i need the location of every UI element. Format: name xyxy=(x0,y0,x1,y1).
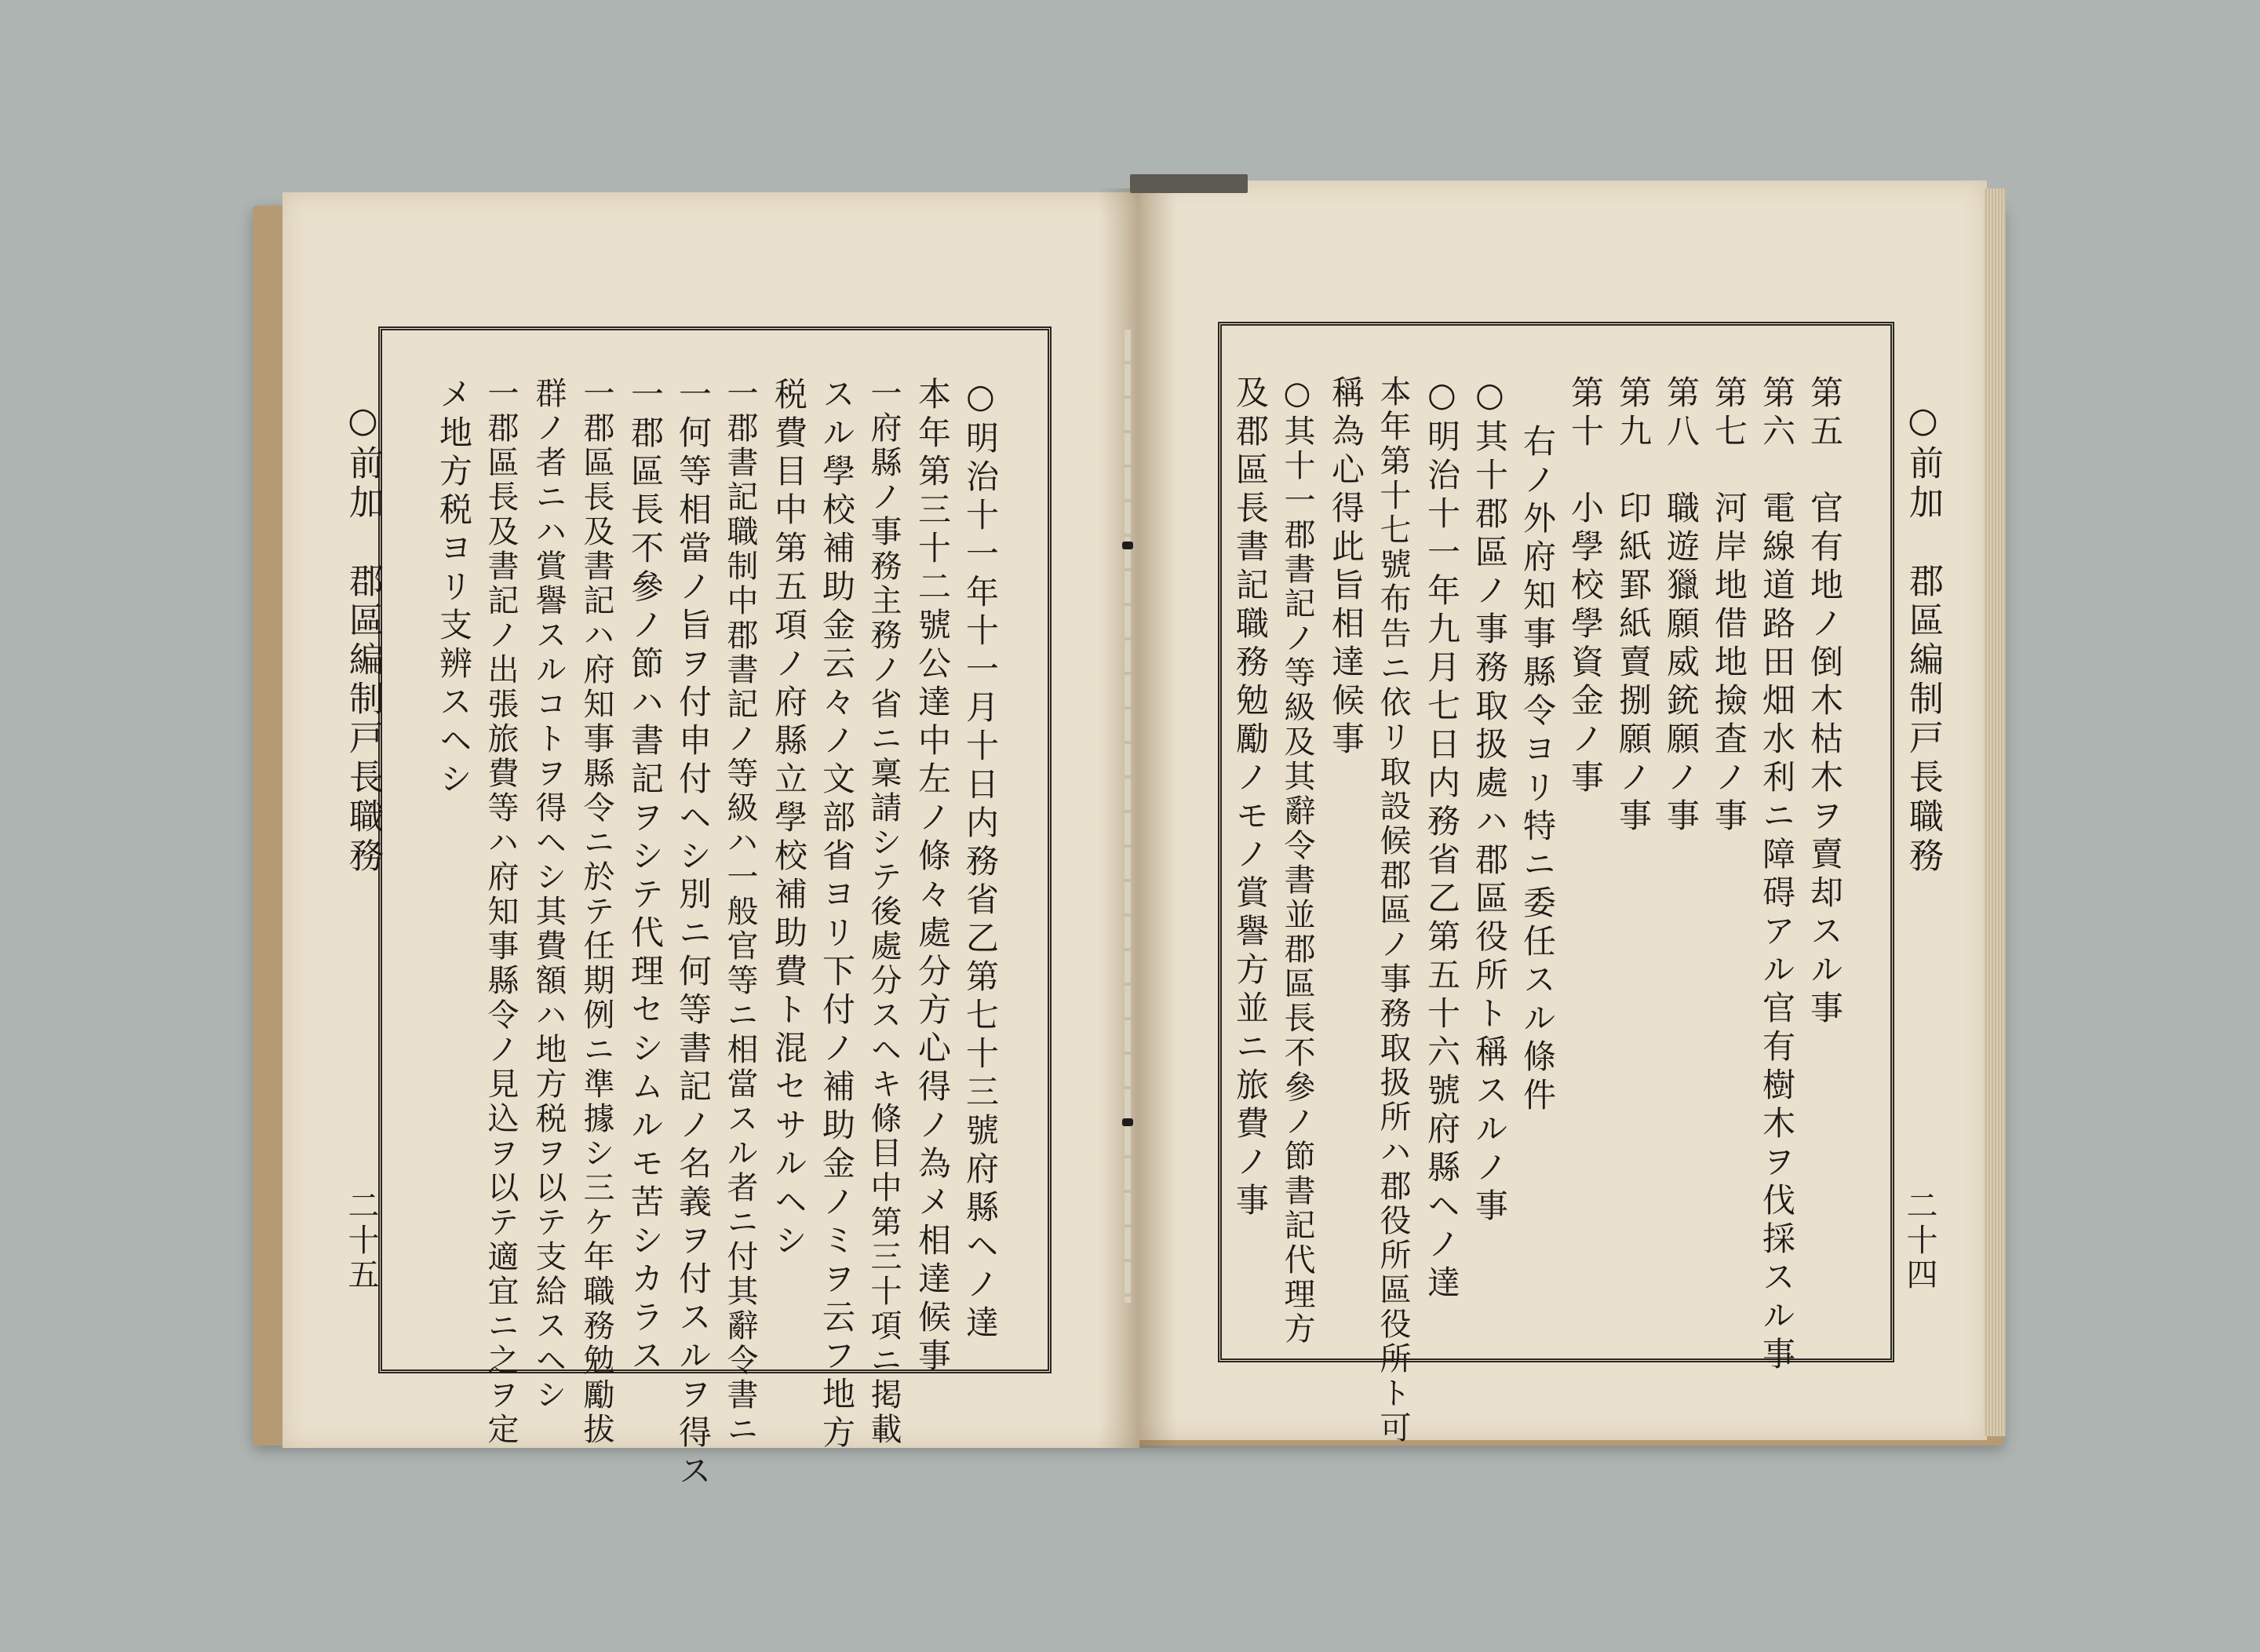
right-col-2: 第六 電線道路田畑水利ニ障碍アル官有樹木ヲ伐採スル事 xyxy=(1758,375,1796,1375)
left-col-3: 一府縣ノ事務主務ノ省ニ稟請シテ後處分スヘキ條目中第三十項ニ掲載 xyxy=(866,377,902,1447)
left-running-head: ○前加 郡區編制戸長職務 xyxy=(343,400,383,877)
left-col-8: 一郡區長不參ノ節ハ書記ヲシテ代理セシムルモ苦シカラス xyxy=(626,377,665,1377)
page-edges xyxy=(1984,188,2006,1436)
right-page-number: 二十四 xyxy=(1901,1189,1937,1293)
right-col-5: 第九 印紙罫紙賣捌願ノ事 xyxy=(1614,375,1653,837)
right-col-6: 第十 小學校學資金ノ事 xyxy=(1566,375,1605,798)
book-gutter xyxy=(1099,188,1177,1448)
right-col-11: 稱為心得此旨相達候事 xyxy=(1327,375,1365,760)
right-col-7: 右ノ外府知事縣令ヨリ特ニ委任スル條件 xyxy=(1518,424,1557,1116)
left-col-9: 一郡區長及書記ハ府知事縣令ニ於テ任期例ニ準據シ三ケ年職務勉勵拔 xyxy=(578,377,614,1447)
binding-thread xyxy=(1125,330,1131,1303)
right-col-10: 本年第十七號布告ニ依リ取設候郡區ノ事務取扱所ハ郡役所區役所ト可 xyxy=(1375,375,1411,1446)
right-col-8: ○其十郡區ノ事務取扱處ハ郡區役所ト稱スルノ事 xyxy=(1471,375,1509,1227)
left-col-12: メ地方税ヨリ支辨スヘシ xyxy=(435,377,473,800)
left-col-4: スル學校補助金云々ノ文部省ヨリ下付ノ補助金ノミヲ云フ地方 xyxy=(818,377,856,1453)
left-col-5: 税費目中第五項ノ府縣立學校補助費ト混セサルヘシ xyxy=(770,377,808,1261)
right-col-4: 第八 職遊獵願威銃願ノ事 xyxy=(1662,375,1700,837)
right-col-13: 及郡區長書記職務勉勵ノモノ賞譽方並ニ旅費ノ事 xyxy=(1231,375,1270,1221)
left-col-2: 本年第三十二號公達中左ノ條々處分方心得ノ為メ相達候事 xyxy=(913,377,952,1377)
right-running-head: ○前加 郡區編制戸長職務 xyxy=(1903,400,1943,877)
left-col-1: ○明治十一年十一月十日内務省乙第七十三號府縣ヘノ達 xyxy=(961,377,1000,1344)
left-col-7: 一何等相當ノ旨ヲ付申付ヘシ別ニ何等書記ノ名義ヲ付スルヲ得ス xyxy=(674,377,713,1492)
right-col-9: ○明治十一年九月七日内務省乙第五十六號府縣ヘノ達 xyxy=(1423,375,1461,1304)
left-col-11: 一郡區長及書記ノ出張旅費等ハ府知事縣令ノ見込ヲ以テ適宜ニ之ヲ定 xyxy=(483,377,519,1447)
headband xyxy=(1130,174,1248,193)
right-col-12: ○其十一郡書記ノ等級及其辭令書並郡區長不參ノ節書記代理方 xyxy=(1279,375,1315,1347)
right-col-3: 第七 河岸地借地撿査ノ事 xyxy=(1710,375,1748,837)
right-col-1: 第五 官有地ノ倒木枯木ヲ賣却スル事 xyxy=(1806,375,1844,1029)
stitch-hole xyxy=(1122,542,1133,549)
left-page-number: 二十五 xyxy=(343,1189,379,1293)
stitch-hole xyxy=(1122,1118,1133,1126)
left-col-6: 一郡書記職制中郡書記ノ等級ハ一般官等ニ相當スル者ニ付其辭令書ニ xyxy=(722,377,758,1447)
left-col-10: 群ノ者ニハ賞譽スルコトヲ得ヘシ其費額ハ地方税ヲ以テ支給スヘシ xyxy=(530,377,567,1413)
